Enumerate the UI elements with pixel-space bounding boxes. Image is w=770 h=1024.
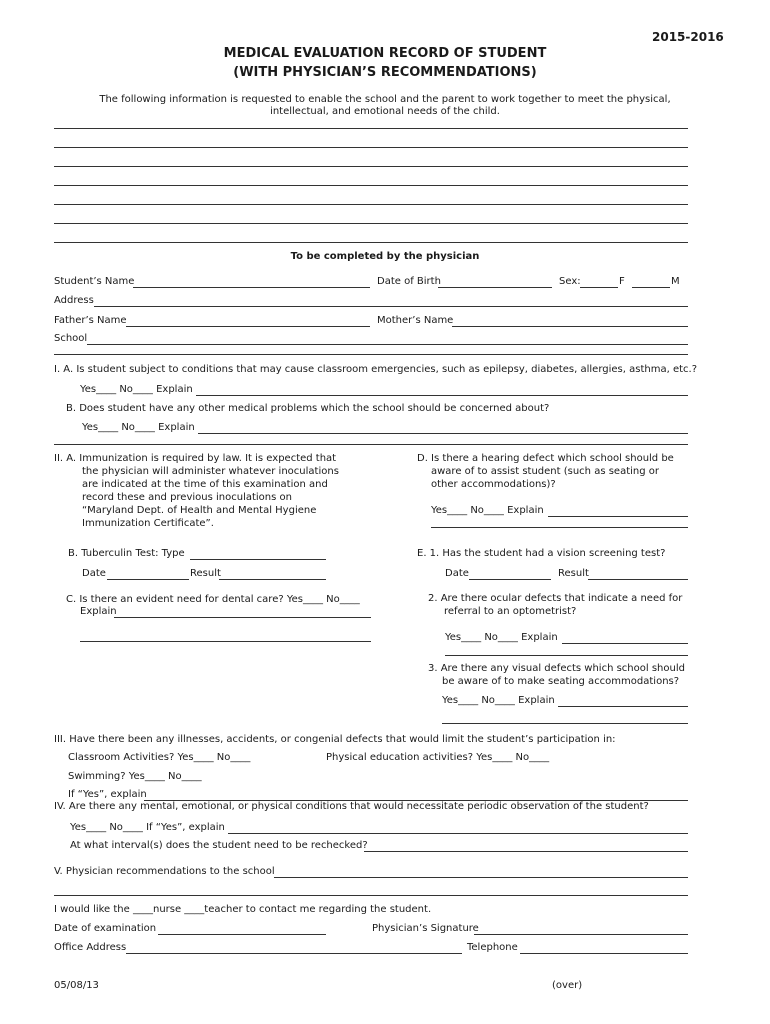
q2a-line: record these and previous inoculations on [82, 492, 292, 503]
section-divider [54, 354, 688, 355]
telephone-label: Telephone [467, 942, 518, 953]
q2d-line: D. Is there a hearing defect which school should be [417, 453, 674, 464]
form-subtitle: (WITH PHYSICIAN’S RECOMMENDATIONS) [233, 65, 537, 80]
q1a-explain-field[interactable] [196, 395, 688, 396]
q1b-text: B. Does student have any other medical problems which the school should be concerned about? [66, 403, 550, 414]
q1a-yes-no[interactable]: Yes____ No____ Explain [80, 384, 193, 395]
q1b-explain-field[interactable] [198, 433, 688, 434]
recommendations-field-2[interactable] [54, 895, 688, 896]
dental-explain-label: Explain [80, 606, 117, 617]
q4-yes-no[interactable]: Yes____ No____ If “Yes”, explain [70, 822, 225, 833]
vision-screening-q: E. 1. Has the student had a vision screening test? [417, 548, 666, 559]
form-revision-date: 05/08/13 [54, 980, 99, 991]
form-title: MEDICAL EVALUATION RECORD OF STUDENT [223, 46, 547, 61]
sex-m-field[interactable] [632, 287, 670, 288]
dental-explain-field-2[interactable] [80, 641, 371, 642]
student-name-field[interactable] [133, 287, 370, 288]
q2d-explain-field-2[interactable] [431, 527, 688, 528]
intro-line-2: intellectual, and emotional needs of the child. [270, 106, 500, 117]
visual-defect-explain-field[interactable] [558, 706, 688, 707]
vision-date-field[interactable] [469, 579, 551, 580]
dental-explain-field[interactable] [114, 617, 371, 618]
exam-date-field[interactable] [158, 934, 326, 935]
tuberculin-label: B. Tuberculin Test: Type [68, 548, 185, 559]
pe-activities-yes-no[interactable]: Physical education activities? Yes____ No____ [326, 752, 550, 763]
physician-heading: To be completed by the physician [290, 251, 480, 262]
vision-result-field[interactable] [588, 579, 688, 580]
sex-m-label: M [671, 276, 680, 287]
visual-defect-line: 3. Are there any visual defects which school should [428, 663, 685, 674]
school-field[interactable] [87, 344, 688, 345]
mother-name-label: Mother’s Name [377, 315, 454, 326]
school-label: School [54, 333, 88, 344]
classroom-activities-yes-no[interactable]: Classroom Activities? Yes____ No____ [68, 752, 251, 763]
tuberculin-result-label: Result [190, 568, 221, 579]
tuberculin-type-field[interactable] [190, 559, 326, 560]
telephone-field[interactable] [520, 953, 688, 954]
section-divider [54, 444, 688, 445]
recheck-interval-field[interactable] [364, 851, 688, 852]
blank-line[interactable] [54, 185, 688, 186]
ocular-line: referral to an optometrist? [444, 606, 577, 617]
q3-explain-label: If “Yes”, explain [68, 789, 147, 800]
ocular-line: 2. Are there ocular defects that indicate a need for [428, 593, 683, 604]
contact-preference[interactable]: I would like the ____nurse ____teacher to contact me regarding the student. [54, 904, 432, 915]
blank-line[interactable] [54, 147, 688, 148]
address-field[interactable] [94, 306, 688, 307]
intro-line-1: The following information is requested to enable the school and the parent to work together to meet the physical, [99, 94, 671, 105]
visual-defect-explain-field-2[interactable] [442, 723, 688, 724]
signature-field[interactable] [474, 934, 688, 935]
dental-q[interactable]: C. Is there an evident need for dental care? Yes____ No____ [66, 594, 360, 605]
q2d-yes-no[interactable]: Yes____ No____ Explain [431, 505, 544, 516]
q1a-text: I. A. Is student subject to conditions that may cause classroom emergencies, such as epilepsy, diabetes, allergies, asthma, etc.? [54, 364, 697, 375]
q2d-line: other accommodations)? [431, 479, 556, 490]
q2d-line: aware of to assist student (such as seating or [431, 466, 659, 477]
student-name-label: Student’s Name [54, 276, 135, 287]
dob-label: Date of Birth [377, 276, 441, 287]
visual-defect-line: be aware of to make seating accommodations? [442, 676, 680, 687]
blank-line[interactable] [54, 223, 688, 224]
ocular-explain-field-2[interactable] [445, 655, 688, 656]
ocular-yes-no[interactable]: Yes____ No____ Explain [445, 632, 558, 643]
recommendations-field[interactable] [274, 877, 688, 878]
q3-text: III. Have there been any illnesses, accidents, or congenial defects that would limit the student’s participation in: [54, 734, 616, 745]
over-note: (over) [552, 980, 583, 991]
q5-text: V. Physician recommendations to the school [54, 866, 275, 877]
visual-defect-yes-no[interactable]: Yes____ No____ Explain [442, 695, 555, 706]
vision-date-label: Date [445, 568, 469, 579]
blank-line[interactable] [54, 166, 688, 167]
office-address-label: Office Address [54, 942, 127, 953]
q2a-line: Immunization Certificate”. [82, 518, 214, 529]
address-label: Address [54, 295, 94, 306]
tuberculin-date-field[interactable] [107, 579, 189, 580]
blank-line[interactable] [54, 242, 688, 243]
q1b-yes-no[interactable]: Yes____ No____ Explain [82, 422, 195, 433]
signature-label: Physician’s Signature [372, 923, 479, 934]
swimming-yes-no[interactable]: Swimming? Yes____ No____ [68, 771, 202, 782]
ocular-explain-field[interactable] [562, 643, 688, 644]
q2a-line: are indicated at the time of this examination and [82, 479, 328, 490]
q2a-line: II. A. Immunization is required by law. It is expected that [54, 453, 337, 464]
exam-date-label: Date of examination [54, 923, 157, 934]
office-address-field[interactable] [126, 953, 462, 954]
father-name-label: Father’s Name [54, 315, 127, 326]
recheck-interval-label: At what interval(s) does the student need to be rechecked? [70, 840, 368, 851]
sex-f-field[interactable] [580, 287, 618, 288]
mother-name-field[interactable] [452, 326, 688, 327]
sex-f-label: F [619, 276, 625, 287]
q2a-line: the physician will administer whatever inoculations [82, 466, 339, 477]
blank-line[interactable] [54, 128, 688, 129]
tuberculin-date-label: Date [82, 568, 106, 579]
tuberculin-result-field[interactable] [219, 579, 326, 580]
q2a-line: “Maryland Dept. of Health and Mental Hygiene [82, 505, 317, 516]
blank-line[interactable] [54, 204, 688, 205]
vision-result-label: Result [558, 568, 589, 579]
sex-label: Sex: [559, 276, 581, 287]
father-name-field[interactable] [126, 326, 370, 327]
dob-field[interactable] [438, 287, 552, 288]
q2d-explain-field[interactable] [548, 516, 688, 517]
school-year: 2015-2016 [652, 30, 724, 44]
q4-text: IV. Are there any mental, emotional, or physical conditions that would necessitate periodic observation of the student? [54, 801, 649, 812]
q4-explain-field[interactable] [228, 833, 688, 834]
